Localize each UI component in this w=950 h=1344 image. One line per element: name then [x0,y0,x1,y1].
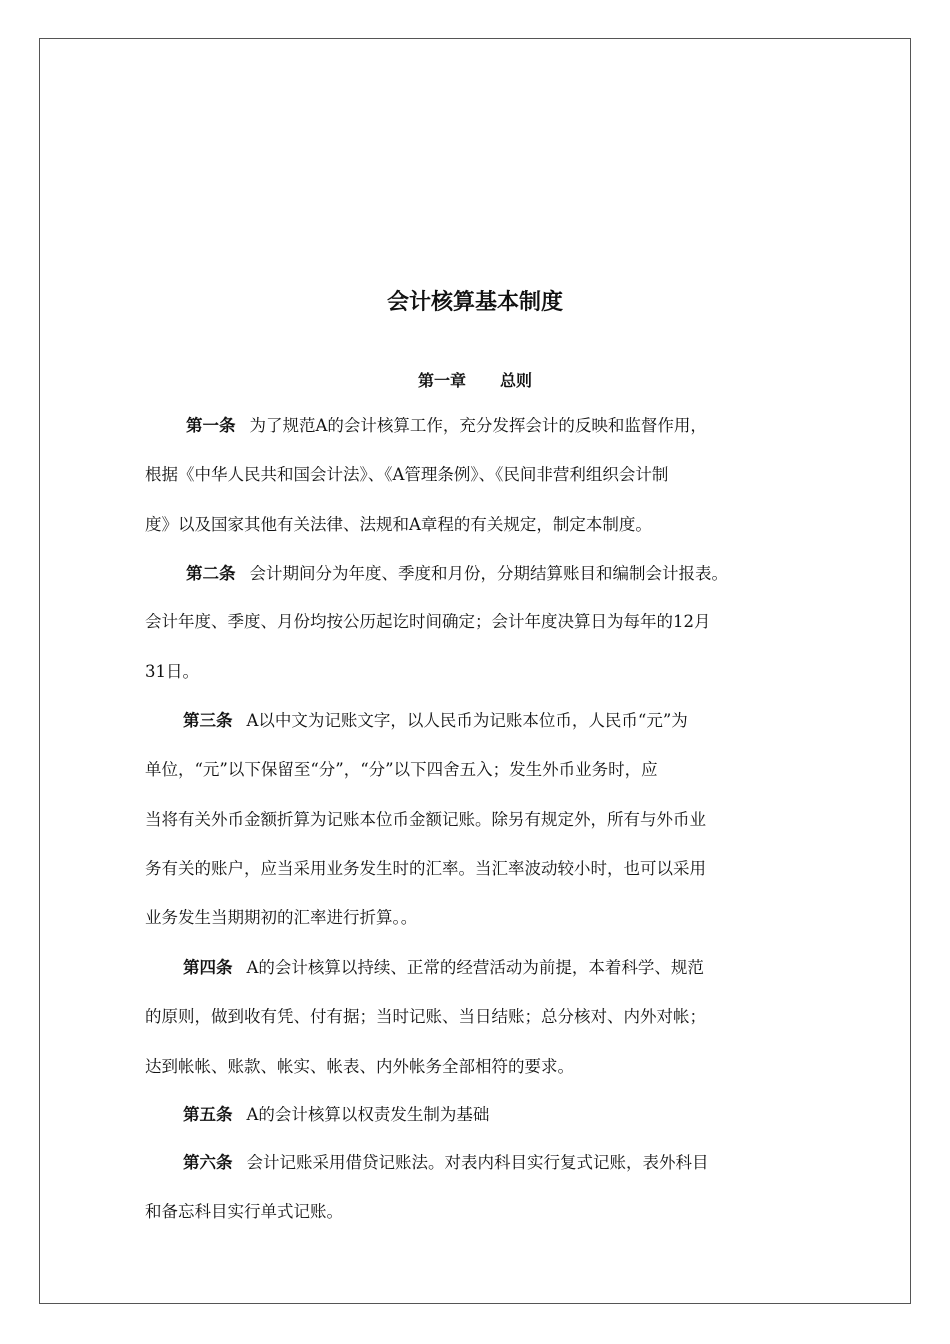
article-3-line-4: 务有关的账户，应当采用业务发生时的汇率。当汇率波动较小时，也可以采用 [145,859,706,878]
article-1-line-2: 根据《中华人民共和国会计法》、《A管理条例》、《民间非营利组织会计制 [145,465,669,484]
article-2-first-line [186,562,728,586]
article-label: 第五条 [183,1105,233,1124]
article-label: 第二条 [186,564,236,583]
article-text: 会计记账采用借贷记账法。对表内科目实行复式记账，表外科目 [246,1153,709,1172]
article-text: A的会计核算以权责发生制为基础 [246,1105,490,1124]
article-text: 会计期间分为年度、季度和月份，分期结算账目和编制会计报表。 [249,564,728,583]
article-text: A以中文为记账文字，以人民币为记账本位币，人民币“元”为 [246,711,688,730]
article-4-first-line [183,956,704,980]
document-title: 会计核算基本制度 [386,290,563,315]
article-text: 为了规范A的会计核算工作，充分发挥会计的反映和监督作用， [249,416,707,435]
article-3-first-line [183,709,688,733]
article-label: 第六条 [183,1153,233,1172]
article-label: 第四条 [183,958,233,977]
article-1-first-line [186,414,707,438]
article-label: 第三条 [183,711,233,730]
article-6-line-2: 和备忘科目实行单式记账。 [145,1202,343,1221]
article-6-first-line [183,1151,709,1175]
article-5-first-line [183,1103,489,1127]
chapter-number: 第一章 [417,371,466,390]
article-3-line-3: 当将有关外币金额折算为记账本位币金额记账。除另有规定外，所有与外币业 [145,810,706,829]
article-3-line-2: 单位，“元”以下保留至“分”，“分”以下四舍五入；发生外币业务时，应 [145,760,658,779]
article-4-line-2: 的原则，做到收有凭、付有据；当时记账、当日结账；总分核对、内外对帐； [145,1007,706,1026]
article-4-line-3: 达到帐帐、账款、帐实、帐表、内外帐务全部相符的要求。 [145,1057,574,1076]
chapter-heading [0,368,950,391]
article-label: 第一条 [186,416,236,435]
article-2-line-3: 31日。 [145,662,199,681]
article-3-line-5: 业务发生当期期初的汇率进行折算。。 [145,908,418,927]
article-1-line-3: 度》以及国家其他有关法律、法规和A章程的有关规定，制定本制度。 [145,515,652,534]
chapter-name: 总则 [500,371,533,390]
article-text: A的会计核算以持续、正常的经营活动为前提，本着科学、规范 [246,958,704,977]
article-2-line-2: 会计年度、季度、月份均按公历起讫时间确定；会计年度决算日为每年的12月 [145,612,711,631]
